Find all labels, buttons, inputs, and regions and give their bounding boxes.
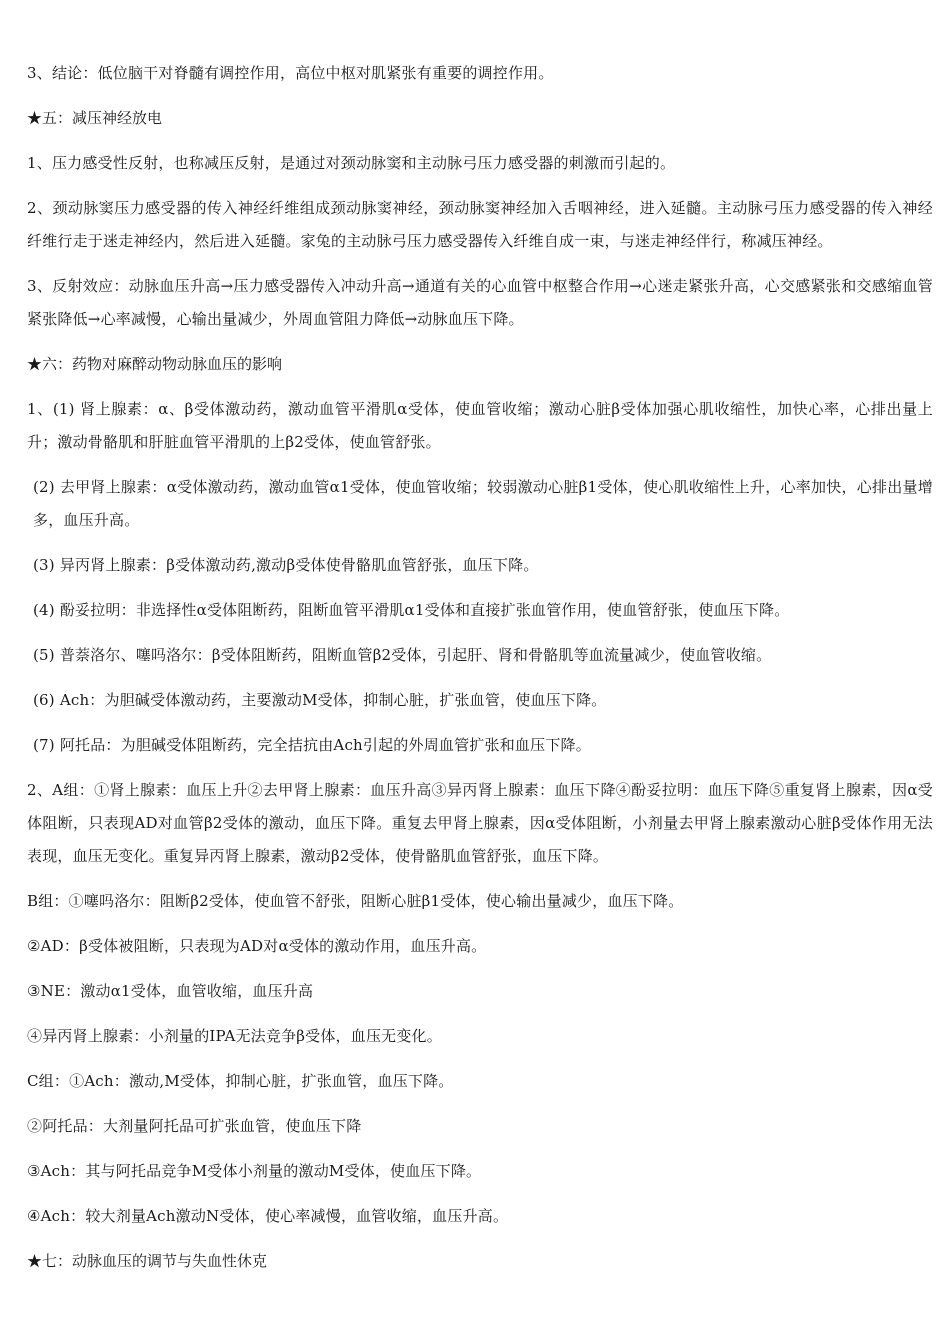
paragraph: (5) 普萘洛尔、噻吗洛尔：β受体阻断药，阻断血管β2受体，引起肝、肾和骨骼肌等血流量减少，使血管收缩。 — [33, 646, 772, 664]
paragraph: (6) Ach：为胆碱受体激动药，主要激动M受体，抑制心脏，扩张血管，使血压下降。 — [33, 691, 607, 709]
paragraph: ②阿托品：大剂量阿托品可扩张血管，使血压下降 — [27, 1117, 362, 1135]
paragraph: 3、反射效应：动脉血压升高→压力感受器传入冲动升高→通道有关的心血管中枢整合作用→心迷走紧张升高，心交感紧张和交感缩血管紧张降低→心率减慢，心输出量减少，外周血管阻力降低→动脉血压下降。 — [27, 277, 933, 328]
section-heading-6: ★六：药物对麻醉动物动脉血压的影响 — [27, 355, 283, 373]
paragraph: B组：①噻吗洛尔：阻断β2受体，使血管不舒张，阻断心脏β1受体，使心输出量减少，血压下降。 — [27, 892, 684, 910]
paragraph: ③NE：激动α1受体，血管收缩，血压升高 — [27, 982, 314, 1000]
paragraph: (2) 去甲肾上腺素：α受体激动药，激动血管α1受体，使血管收缩；较弱激动心脏β1受体，使心肌收缩性上升，心率加快，心排出量增多，血压升高。 — [33, 478, 933, 529]
paragraph: (3) 异丙肾上腺素：β受体激动药,激动β受体使骨骼肌血管舒张，血压下降。 — [33, 556, 539, 574]
paragraph: C组：①Ach：激动,M受体，抑制心脏，扩张血管，血压下降。 — [27, 1072, 454, 1090]
paragraph: ②AD：β受体被阻断，只表现为AD对α受体的激动作用，血压升高。 — [27, 937, 487, 955]
section-heading-7: ★七：动脉血压的调节与失血性休克 — [27, 1252, 268, 1270]
paragraph: 1、(1) 肾上腺素：α、β受体激动药，激动血管平滑肌α受体，使血管收缩；激动心脏β受体加强心肌收缩性，加快心率，心排出量上升；激动骨骼肌和肝脏血管平滑肌的上β2受体，使血管舒张。 — [27, 400, 933, 451]
paragraph: (4) 酚妥拉明：非选择性α受体阻断药，阻断血管平滑肌α1受体和直接扩张血管作用，使血管舒张，使血压下降。 — [33, 601, 790, 619]
paragraph-conclusion: 3、结论：低位脑干对脊髓有调控作用，高位中枢对肌紧张有重要的调控作用。 — [27, 64, 554, 82]
paragraph: 1、压力感受性反射，也称减压反射，是通过对颈动脉窦和主动脉弓压力感受器的刺激而引起的。 — [27, 154, 676, 172]
paragraph: (7) 阿托品：为胆碱受体阻断药，完全拮抗由Ach引起的外周血管扩张和血压下降。 — [33, 736, 591, 754]
paragraph: 2、A组：①肾上腺素：血压上升②去甲肾上腺素：血压升高③异丙肾上腺素：血压下降④酚妥拉明：血压下降⑤重复肾上腺素，因α受体阻断，只表现AD对血管β2受体的激动，血压下降。重复去甲肾上腺素，因α受体阻断，小剂量去甲肾上腺素激动心脏β受体作用无法表现，血压无变化。重复异丙肾上腺素，激动β2受体，使骨骼肌血管舒张，血压下降。 — [27, 781, 933, 865]
document-page — [27, 57, 933, 1290]
section-heading-5: ★五：减压神经放电 — [27, 109, 163, 127]
paragraph: 2、颈动脉窦压力感受器的传入神经纤维组成颈动脉窦神经，颈动脉窦神经加入舌咽神经，进入延髓。主动脉弓压力感受器的传入神经纤维行走于迷走神经内，然后进入延髓。家兔的主动脉弓压力感受器传入纤维自成一束，与迷走神经伴行，称减压神经。 — [27, 199, 933, 250]
paragraph: ④Ach：较大剂量Ach激动N受体，使心率减慢，血管收缩，血压升高。 — [27, 1207, 509, 1225]
paragraph: ④异丙肾上腺素：小剂量的IPA无法竞争β受体，血压无变化。 — [27, 1027, 442, 1045]
paragraph: ③Ach：其与阿托品竞争M受体小剂量的激动M受体，使血压下降。 — [27, 1162, 482, 1180]
